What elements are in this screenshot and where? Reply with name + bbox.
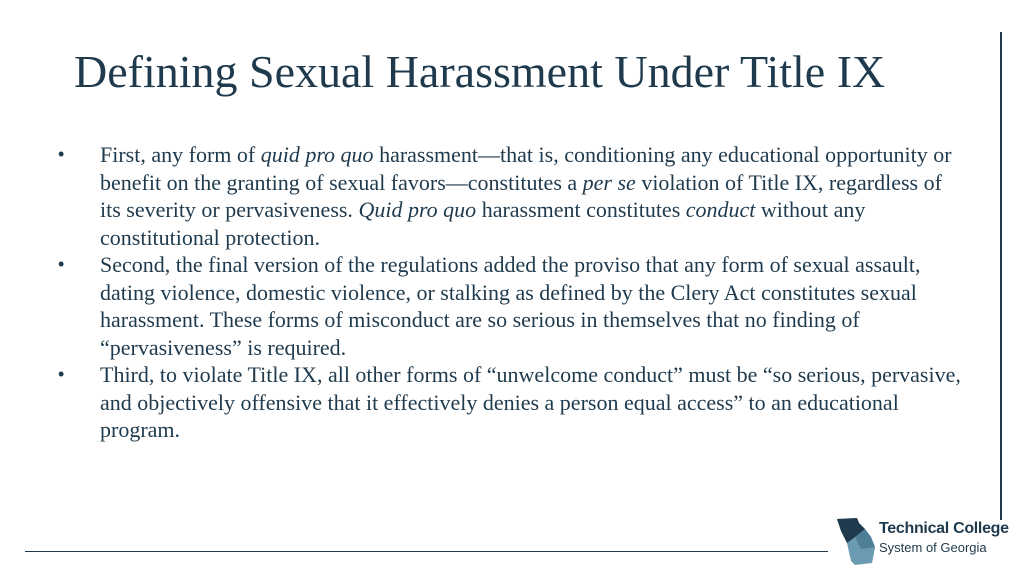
bullet-item	[58, 141, 963, 251]
bullet-text: First, any form of	[100, 142, 261, 167]
tcsg-logo	[835, 515, 1020, 570]
vertical-rule	[1000, 32, 1002, 520]
bullet-item	[58, 251, 963, 361]
bullet-italic-text: Quid pro quo	[358, 197, 477, 222]
bullet-italic-text: quid pro quo	[260, 142, 374, 167]
slide-title: Defining Sexual Harassment Under Title IX	[74, 46, 886, 97]
bullet-item	[58, 361, 963, 444]
bullet-text: Third, to violate Title IX, all other forms of “unwelcome conduct” must be “so serious, pervasive, and objectively offensive that it effectively denies a person equal access” to an educational program.	[100, 362, 961, 442]
bullet-italic-text: conduct	[685, 197, 756, 222]
bullet-text: violation of Title IX, regardless of its severity or pervasiveness.	[100, 169, 942, 222]
logo-line2: System of Georgia	[879, 540, 987, 555]
bullet-text: harassment—that is, conditioning any educational opportunity or benefit on the granting of sexual favors—constitutes a	[100, 142, 952, 195]
logo-line1: Technical College	[879, 520, 1009, 537]
bullet-text: Second, the final version of the regulations added the proviso that any form of sexual assault, dating violence, domestic violence, or stalking as defined by the Clery Act constitutes sexual harassment. These forms of misconduct are so serious in themselves that no finding of “pervasiveness” is required.	[100, 252, 921, 360]
horizontal-rule	[25, 551, 828, 552]
bullet-marker: •	[58, 364, 65, 384]
bullet-marker: •	[58, 144, 65, 164]
bullet-italic-text: per se	[582, 169, 636, 195]
bullet-text: without any constitutional protection.	[100, 197, 866, 250]
georgia-state-icon	[835, 517, 877, 567]
bullet-list	[58, 141, 963, 444]
bullet-text: harassment constitutes	[476, 197, 686, 222]
bullet-marker: •	[58, 254, 65, 274]
